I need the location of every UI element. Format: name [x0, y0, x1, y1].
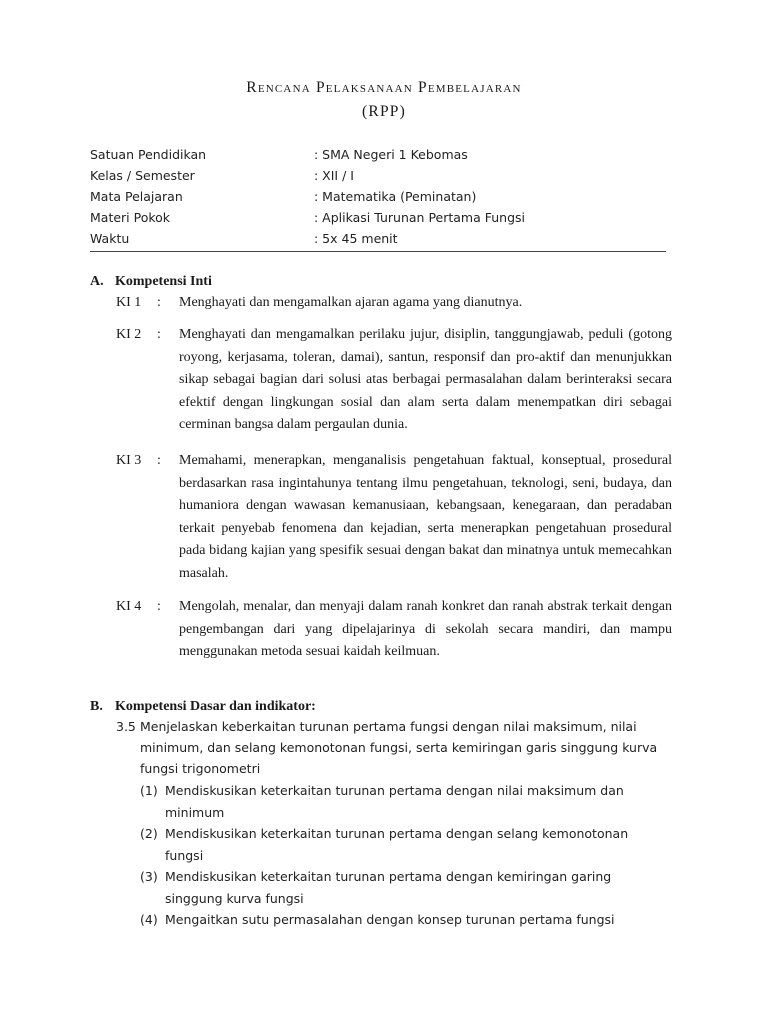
identity-value: : 5x 45 menit — [314, 231, 398, 246]
identity-table — [90, 144, 666, 249]
identity-value: : XII / I — [314, 168, 354, 183]
section-title: Kompetensi Inti — [115, 274, 212, 289]
ki-colon: : — [157, 327, 161, 342]
identity-label: Satuan Pendidikan — [90, 147, 207, 162]
ki-colon: : — [157, 453, 161, 468]
indicator-item — [140, 823, 660, 866]
identity-label: Materi Pokok — [90, 210, 171, 225]
identity-label: Waktu — [90, 231, 130, 246]
section-title: Kompetensi Dasar dan indikator: — [115, 699, 316, 714]
ki-code: KI 4 — [116, 599, 142, 614]
section-a-heading — [90, 272, 212, 292]
indicator-text: Mendiskusikan keterkaitan turunan pertama dengan selang kemonotonan fungsi — [165, 826, 629, 863]
indicator-item — [140, 780, 660, 823]
ki-text: Menghayati dan mengamalkan ajaran agama yang dianutnya. — [179, 295, 523, 310]
title-line-2: (RPP) — [362, 103, 406, 120]
identity-value: : SMA Negeri 1 Kebomas — [314, 147, 468, 162]
identity-value: : Aplikasi Turunan Pertama Fungsi — [314, 210, 526, 225]
ki-code: KI 2 — [116, 327, 142, 342]
indicator-text: Mendiskusikan keterkaitan turunan pertama dengan nilai maksimum dan minimum — [165, 783, 624, 820]
indicator-number: (4) — [140, 912, 158, 927]
ki-item — [116, 596, 672, 664]
document-title — [0, 76, 768, 124]
ki-text: Memahami, menerapkan, menganalisis pengetahuan faktual, konseptual, prosedural berdasarkan rasa ingintahunya tentang ilmu pengetahuan, teknologi, seni, budaya, dan humaniora dengan wawasan kemanusiaan, kebangsaan, kenegaraan, dan peradaban terkait penyebab fenomena dan kejadian, serta menerapkan pengetahuan prosedural pada bidang kajian yang spesifik sesuai dengan bakat dan minatnya untuk memecahkan masalah. — [179, 453, 672, 581]
section-letter: B. — [90, 699, 103, 714]
indicator-item — [140, 866, 660, 909]
ki-colon: : — [157, 295, 161, 310]
indicator-number: (2) — [140, 826, 158, 841]
identity-row — [90, 186, 666, 207]
identity-row — [90, 165, 666, 186]
indicator-number: (1) — [140, 783, 158, 798]
identity-row — [90, 207, 666, 228]
section-letter: A. — [90, 274, 104, 289]
ki-code: KI 3 — [116, 453, 142, 468]
indicator-item — [140, 909, 660, 931]
identity-label: Kelas / Semester — [90, 168, 195, 183]
identity-value: : Matematika (Peminatan) — [314, 189, 477, 204]
identity-row — [90, 144, 666, 165]
ki-code: KI 1 — [116, 295, 142, 310]
header-divider — [90, 251, 666, 252]
indicator-text: Mendiskusikan keterkaitan turunan pertama dengan kemiringan garing singgung kurva fungsi — [165, 869, 612, 906]
ki-item — [116, 292, 672, 315]
indicator-number: (3) — [140, 869, 158, 884]
ki-colon: : — [157, 599, 161, 614]
ki-item — [116, 450, 672, 585]
kd-number: 3.5 — [116, 719, 136, 734]
ki-item — [116, 324, 672, 437]
identity-row — [90, 228, 666, 249]
identity-label: Mata Pelajaran — [90, 189, 183, 204]
indicator-text: Mengaitkan sutu permasalahan dengan konsep turunan pertama fungsi — [165, 912, 615, 927]
kd-item — [116, 716, 676, 779]
ki-text: Mengolah, menalar, dan menyaji dalam ranah konkret dan ranah abstrak terkait dengan pengembangan dari yang dipelajarinya di sekolah secara mandiri, dan mampu menggunakan metoda sesuai kaidah keilmuan. — [179, 599, 672, 659]
kd-text: Menjelaskan keberkaitan turunan pertama fungsi dengan nilai maksimum, nilai minimum, dan selang kemonotonan fungsi, serta kemiringan garis singgung kurva fungsi trigonometri — [140, 719, 658, 776]
title-line-1: Rencana Pelaksanaan Pembelajaran — [246, 79, 522, 96]
section-b-heading — [90, 697, 316, 717]
ki-text: Menghayati dan mengamalkan perilaku jujur, disiplin, tanggungjawab, peduli (gotong royong, kerjasama, toleran, damai), santun, responsif dan pro-aktif dan menunjukkan sikap sebagai bagian dari solusi atas berbagai permasalahan dalam berinteraksi secara efektif dengan lingkungan sosial dan alam serta dalam menempatkan diri sebagai cerminan bangsa dalam pergaulan dunia. — [179, 327, 672, 432]
